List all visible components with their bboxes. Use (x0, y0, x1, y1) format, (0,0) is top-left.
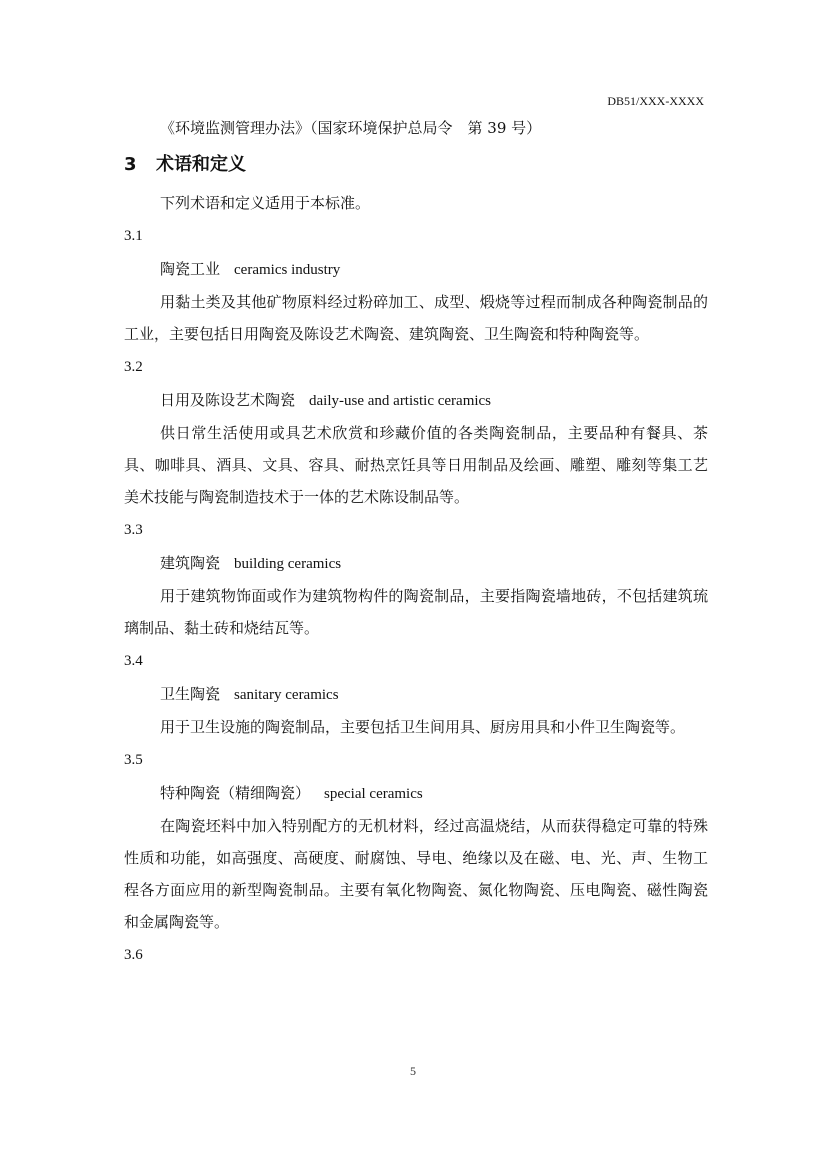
term-entry (124, 513, 708, 644)
term-entry (124, 219, 708, 350)
section-title: 术语和定义 (156, 154, 246, 175)
term-title (124, 678, 708, 711)
term-entry (124, 938, 708, 972)
term-number: 3.2 (124, 359, 143, 375)
term-title-zh: 日用及陈设艺术陶瓷 (160, 391, 296, 409)
term-entry (124, 743, 708, 938)
term-title-zh: 卫生陶瓷 (160, 685, 221, 703)
section-heading (124, 143, 708, 187)
body-text (124, 114, 708, 972)
reference-line: 《环境监测管理办法》（国家环境保护总局令 第 39 号） (160, 119, 542, 137)
term-definition: 供日常生活使用或具艺术欣赏和珍藏价值的各类陶瓷制品，主要品种有餐具、茶具、咖啡具、酒具、文具、容具、耐热烹饪具等日用制品及绘画、雕塑、雕刻等集工艺美术技能与陶瓷制造技术于一体的艺术陈设制品等。 (124, 424, 708, 506)
term-entry (124, 644, 708, 743)
term-number: 3.6 (124, 947, 143, 963)
term-definition: 用于建筑物饰面或作为建筑物构件的陶瓷制品，主要指陶瓷墙地砖，不包括建筑琉璃制品、黏土砖和烧结瓦等。 (124, 587, 708, 637)
term-title (124, 777, 708, 810)
term-number: 3.1 (124, 228, 143, 244)
term-title-en: ceramics industry (234, 262, 341, 278)
term-title (124, 384, 708, 417)
term-definition: 用于卫生设施的陶瓷制品，主要包括卫生间用具、厨房用具和小件卫生陶瓷等。 (160, 718, 686, 736)
term-entry (124, 350, 708, 513)
term-definition: 在陶瓷坯料中加入特别配方的无机材料，经过高温烧结，从而获得稳定可靠的特殊性质和功能，如高强度、高硬度、耐腐蚀、导电、绝缘以及在磁、电、光、声、生物工程各方面应用的新型陶瓷制品。主要有氧化物陶瓷、氮化物陶瓷、压电陶瓷、磁性陶瓷和金属陶瓷等。 (124, 817, 708, 931)
term-definition: 用黏土类及其他矿物原料经过粉碎加工、成型、煅烧等过程而制成各种陶瓷制品的工业，主要包括日用陶瓷及陈设艺术陶瓷、建筑陶瓷、卫生陶瓷和特种陶瓷等。 (124, 293, 708, 343)
document-code: DB51/XXX-XXXX (607, 94, 704, 108)
term-title-zh: 特种陶瓷（精细陶瓷） (160, 784, 311, 802)
term-number: 3.4 (124, 653, 143, 669)
term-title-en: building ceramics (234, 556, 342, 572)
term-title-zh: 陶瓷工业 (160, 260, 221, 278)
term-number: 3.5 (124, 752, 143, 768)
page-number: 5 (410, 1064, 416, 1078)
term-number: 3.3 (124, 522, 143, 538)
term-title-en: special ceramics (324, 786, 423, 802)
term-title-en: sanitary ceramics (234, 687, 339, 703)
term-title-zh: 建筑陶瓷 (160, 554, 221, 572)
section-intro: 下列术语和定义适用于本标准。 (160, 194, 371, 212)
term-title (124, 253, 708, 286)
section-number: 3 (124, 154, 137, 175)
term-title (124, 547, 708, 580)
term-title-en: daily-use and artistic ceramics (309, 393, 492, 409)
